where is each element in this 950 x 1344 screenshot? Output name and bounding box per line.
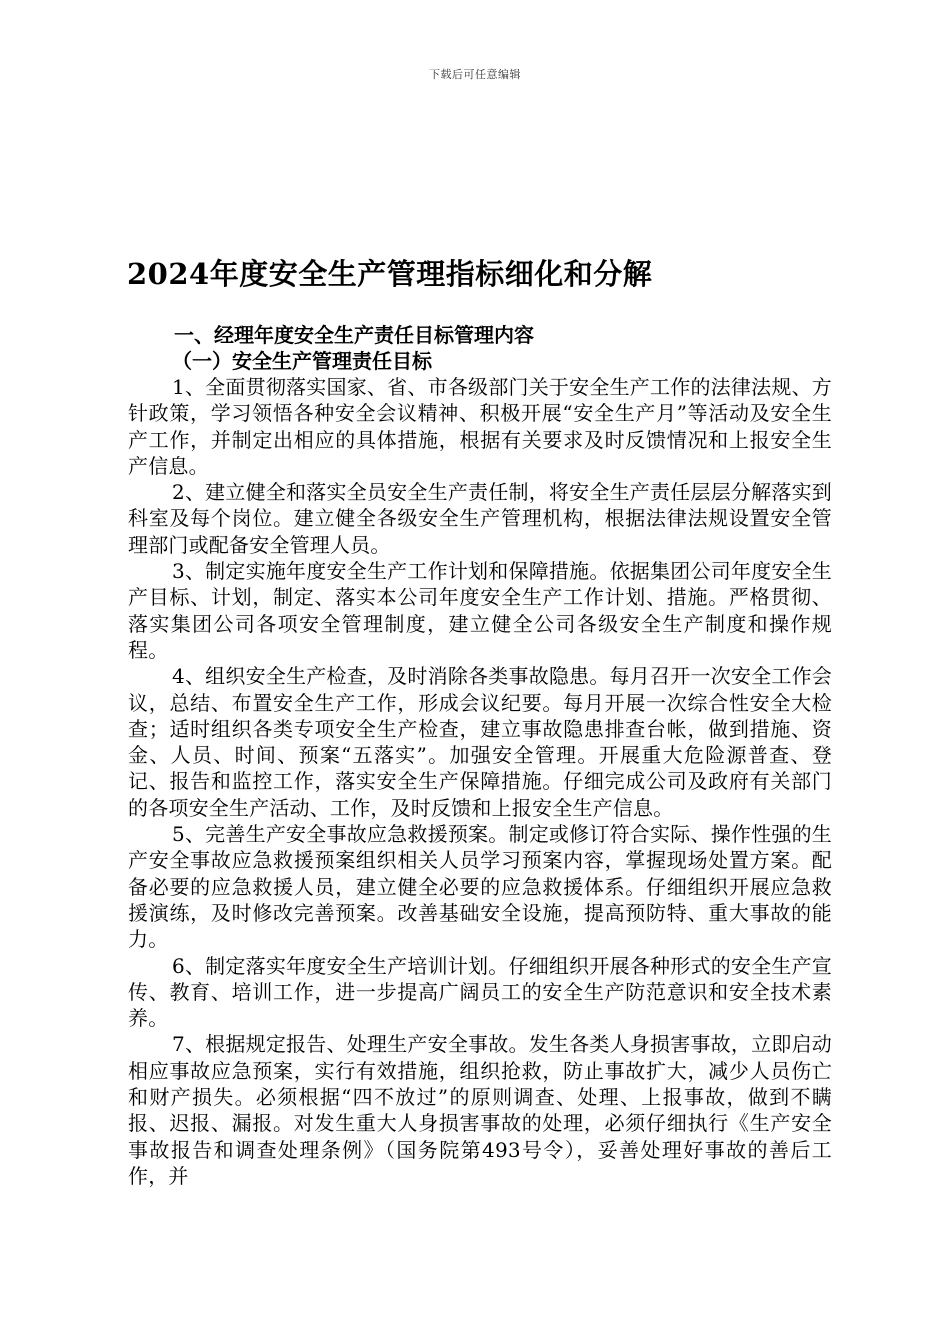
paragraph-2: 2、建立健全和落实全员安全生产责任制，将安全生产责任层层分解落实到科室及每个岗位。建立健全各级安全生产管理机构，根据法律法规设置安全管理部门或配备安全管理人员。 xyxy=(128,480,832,557)
paragraph-4: 4、组织安全生产检查，及时消除各类事故隐患。每月召开一次安全工作会议，总结、布置安全生产工作，形成会议纪要。每月开展一次综合性安全大检查；适时组织各类专项安全生产检查，建立事故隐患排查台帐，做到措施、资金、人员、时间、预案“五落实”。加强安全管理。开展重大危险源普查、登记、报告和监控工作，落实安全生产保障措施。仔细完成公司及政府有关部门的各项安全生产活动、工作，及时反馈和上报安全生产信息。 xyxy=(128,664,832,820)
paragraph-6: 6、制定落实年度安全生产培训计划。仔细组织开展各种形式的安全生产宣传、教育、培训工作，进一步提高广阔员工的安全生产防范意识和安全技术素养。 xyxy=(128,953,832,1031)
paragraph-7: 7、根据规定报告、处理生产安全事故。发生各类人身损害事故，立即启动相应事故应急预案，实行有效措施，组织抢救，防止事故扩大，减少人员伤亡和财产损失。必须根据“四不放过”的原则调查、处理、上报事故，做到不瞒报、迟报、漏报。对发生重大人身损害事故的处理，必须仔细执行《生产安全事故报告和调查处理条例》（国务院第493号令），妥善处理好事故的善后工作，并 xyxy=(128,1032,832,1188)
subsection-heading: （一）安全生产管理责任目标 xyxy=(172,349,432,373)
section-heading: 一、经理年度安全生产责任目标管理内容 xyxy=(174,323,534,347)
document-body xyxy=(128,322,832,1189)
document-title: 2024年度安全生产管理指标细化和分解 xyxy=(127,257,653,291)
page-header: 下载后可任意编辑 xyxy=(429,68,521,81)
paragraph-3: 3、制定实施年度安全生产工作计划和保障措施。依据集团公司年度安全生产目标、计划，制定、落实本公司年度安全生产工作计划、措施。严格贯彻、落实集团公司各项安全管理制度，建立健全公司各级安全生产制度和操作规程。 xyxy=(128,559,832,662)
paragraph-1: 1、全面贯彻落实国家、省、市各级部门关于安全生产工作的法律法规、方针政策，学习领悟各种安全会议精神、积极开展“安全生产月”等活动及安全生产工作，并制定出相应的具体措施，根据有关要求及时反馈情况和上报安全生产信息。 xyxy=(128,375,832,478)
paragraph-5: 5、完善生产安全事故应急救援预案。制定或修订符合实际、操作性强的生产安全事故应急救援预案组织相关人员学习预案内容，掌握现场处置方案。配备必要的应急救援人员，建立健全必要的应急救援体系。仔细组织开展应急救援演练，及时修改完善预案。改善基础安全设施，提高预防特、重大事故的能力。 xyxy=(128,822,832,952)
